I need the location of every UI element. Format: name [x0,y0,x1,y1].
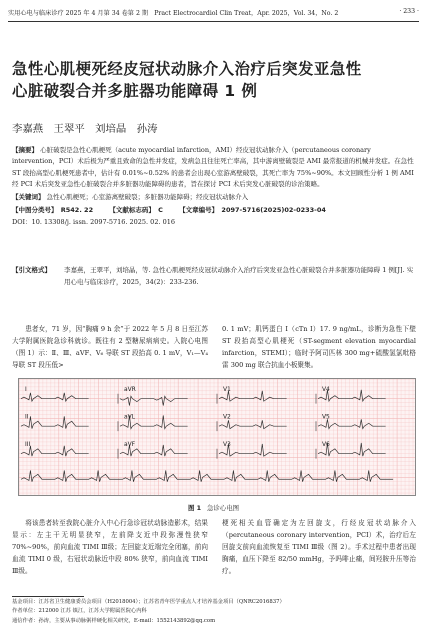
header-rule [8,21,419,22]
keywords [12,192,415,203]
ecg-figure [18,378,416,496]
ecg-lead-label: I [24,385,27,393]
abstract-section [12,145,415,228]
corresponding-author-note: 通信作者：孙涛，主要从事动脉粥样硬化相关研究，E-mail：1552143892@qq.com [12,617,216,624]
author-list: 李嘉燕 王翠平 刘培晶 孙涛 [12,123,158,135]
citation-label: 【引文格式】 [12,266,51,274]
ecg-lead-label: aVR [123,385,136,393]
title-line-1: 急性心肌梗死经皮冠状动脉介入治疗后突发亚急性 [12,60,362,78]
article-id: 【文章编号】 2097-5716(2025)02-0233-04 [179,206,326,215]
figure-caption [0,503,427,512]
running-header-text: 实用心电与临床诊疗 2025 年 4 月第 34 卷第 2 期 Pract Electrocardiol Clin Treat，Apr. 2025，Vol. 34，No. 2 [8,10,339,17]
ecg-lead-label: aVL [123,413,136,421]
classification-row [12,205,415,216]
figure-label: 图 1 [187,504,202,512]
citation-block [12,265,415,288]
ecg-lead-label: V1 [222,385,231,393]
figure-caption-text: 急诊心电图 [207,504,239,512]
document-code: 【文献标志码】 C [109,206,163,215]
clc-number: 【中图分类号】 R542. 22 [12,206,94,215]
running-header [8,8,419,20]
title-line-2: 心脏破裂合并多脏器功能障碍 1 例 [12,82,258,100]
body-column-1: 患者女，71 岁，因“胸痛 9 h 余”于 2022 年 5 月 8 日至江苏大学附属医院急诊科就诊。既往有 2 型糖尿病病史。入院心电图（图 1）示：Ⅱ、Ⅲ、aVF、V₆ 导联 ST 段抬高 0. 1 mV，V₁—V₄ 导联 ST 段压低> [12,325,208,369]
body-column-2: 0. 1 mV；肌钙蛋白 I（cTn I）17. 9 ng/mL，诊断为急性下壁 ST 段抬高型心肌梗死（ST-segment elevation myocardial infarction，STEMI）；临时予阿司匹林 300 mg+硫酸氢氯吡格雷 300 mg 联合抗血小板聚集。 [222,325,416,369]
footnote-rule [12,596,84,597]
article-title [12,58,412,102]
abstract-text: 心脏破裂是急性心肌梗死（acute myocardial infarction，AMI）经皮冠状动脉介入（percutaneous coronary intervention，PCI）术后极为严重且致命的急性并发症，发病急且往往死亡率高，其中游离壁破裂是 AMI 最常报道的机械并发症。在急性 ST 段抬高型心肌梗死患者中，估计有 0.01%~0.52% 的患者会出现心室游离壁破裂，其死亡率为 75%~90%。本文回顾性分析 1 例 AMI 经 PCI 术后突发亚急性心脏破裂合并多脏器功能障碍的患者，旨在探讨 PCI 术后突发心脏破裂的诊治策略。 [12,146,414,188]
affiliation-note: 作者单位：212000 江苏 镇江，江苏大学附属医院心内科 [12,608,147,615]
page-number: · 233 · [399,8,419,15]
funding-note: 基金项目：江苏省卫生健康委员会项目（H2018004）；江苏省青年医学重点人才培养基金项目（QNRC2016837） [12,599,285,605]
footnotes [12,598,416,626]
body-column-3: 将该患者转至我院心脏介入中心行急诊冠状动脉造影术，结果显示：左主干无明显狭窄，左前降支近中段弥漫性狭窄 70%~90%，前向血流 TIMI Ⅲ级；左回旋支近端完全闭塞，前向血流 TIMI 0 级，右冠状动脉近中段 80% 狭窄，前向血流 TIMI Ⅲ级。 [12,519,208,575]
ecg-lead-label: V6 [321,440,330,448]
ecg-lead-label: V2 [222,413,231,421]
keywords-label: 【关键词】 [12,193,45,202]
citation-text: 李嘉燕，王翠平，刘培晶，等. 急性心肌梗死经皮冠状动脉介入治疗后突发亚急性心脏破裂合并多脏器功能障碍 1 例[J]. 实用心电与临床诊疗，2025，34(2)：233-236. [64,266,414,286]
abstract-label: 【摘要】 [12,146,38,154]
ecg-lead-label: V5 [321,413,330,421]
ecg-lead-label: aVF [123,440,136,448]
abstract [12,145,415,190]
keywords-text: 急性心肌梗死；心室游离壁破裂；多脏器功能障碍；经皮冠状动脉介入 [46,193,249,202]
body-column-4: 梗死相关血管确定为左回旋支，行经皮冠状动脉介入（percutaneous coronary intervention，PCI）术，治疗后左回旋支前向血流恢复至 TIMI Ⅲ级（图 2）。手术过程中患者出现胸痛，血压下降至 82/50 mmHg，予吗啡止痛，间羟胺升压等治疗。 [222,519,416,575]
doi: DOI：10. 13308/j. issn. 2097-5716. 2025. 02. 016 [12,217,175,226]
ecg-lead-label: III [24,440,31,448]
ecg-lead-label: II [24,413,29,421]
ecg-lead-label: V3 [222,440,231,448]
ecg-lead-label: V4 [321,385,330,393]
